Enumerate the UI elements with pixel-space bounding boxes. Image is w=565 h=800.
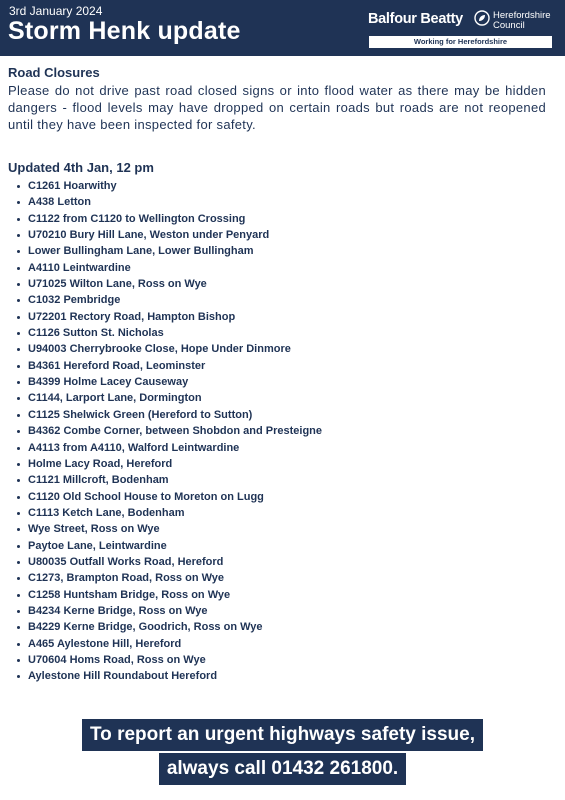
list-item: U70604 Homs Road, Ross on Wye <box>17 652 322 668</box>
herefordshire-council-logo-icon <box>474 10 490 26</box>
list-item: A4113 from A4110, Walford Leintwardine <box>17 440 322 456</box>
list-item: C1125 Shelwick Green (Hereford to Sutton) <box>17 407 322 423</box>
list-item: B4234 Kerne Bridge, Ross on Wye <box>17 603 322 619</box>
list-item: A438 Letton <box>17 194 322 210</box>
list-item: Lower Bullingham Lane, Lower Bullingham <box>17 243 322 259</box>
list-item: U70210 Bury Hill Lane, Weston under Penyard <box>17 227 322 243</box>
list-item: B4399 Holme Lacey Causeway <box>17 374 322 390</box>
list-item: U80035 Outfall Works Road, Hereford <box>17 554 322 570</box>
list-item: C1273, Brampton Road, Ross on Wye <box>17 570 322 586</box>
updated-label: Updated 4th Jan, 12 pm <box>8 160 154 175</box>
list-item: Aylestone Hill Roundabout Hereford <box>17 668 322 684</box>
list-item: C1122 from C1120 to Wellington Crossing <box>17 211 322 227</box>
list-item: C1113 Ketch Lane, Bodenham <box>17 505 322 521</box>
list-item: U72201 Rectory Road, Hampton Bishop <box>17 309 322 325</box>
list-item: C1120 Old School House to Moreton on Lugg <box>17 489 322 505</box>
list-item: Holme Lacy Road, Hereford <box>17 456 322 472</box>
header-banner <box>0 0 565 56</box>
balfour-beatty-logo: Balfour Beatty <box>368 11 463 27</box>
list-item: Paytoe Lane, Leintwardine <box>17 538 322 554</box>
list-item: C1144, Larport Lane, Dormington <box>17 390 322 406</box>
list-item: C1126 Sutton St. Nicholas <box>17 325 322 341</box>
list-item: U94003 Cherrybrooke Close, Hope Under Dinmore <box>17 341 322 357</box>
list-item: A4110 Leintwardine <box>17 260 322 276</box>
report-callout-line-2: always call 01432 261800. <box>159 753 406 785</box>
road-closure-list <box>17 178 322 685</box>
road-closures-heading: Road Closures <box>8 65 100 80</box>
road-closures-intro: Please do not drive past road closed signs or into flood water as there may be hidden dangers - flood levels may have dropped on certain roads but roads are not reopened until they have been inspected for safety. <box>8 83 546 132</box>
list-item: B4362 Combe Corner, between Shobdon and Presteigne <box>17 423 322 439</box>
working-for-banner: Working for Herefordshire <box>369 36 552 48</box>
list-item: A465 Aylestone Hill, Hereford <box>17 636 322 652</box>
list-item: B4229 Kerne Bridge, Goodrich, Ross on Wye <box>17 619 322 635</box>
list-item: U71025 Wilton Lane, Ross on Wye <box>17 276 322 292</box>
list-item: C1032 Pembridge <box>17 292 322 308</box>
list-item: C1258 Huntsham Bridge, Ross on Wye <box>17 587 322 603</box>
page-title: Storm Henk update <box>8 17 241 45</box>
list-item: Wye Street, Ross on Wye <box>17 521 322 537</box>
list-item: C1261 Hoarwithy <box>17 178 322 194</box>
list-item: C1121 Millcroft, Bodenham <box>17 472 322 488</box>
report-callout-line-1: To report an urgent highways safety issue, <box>82 719 483 751</box>
date-label: 3rd January 2024 <box>9 4 103 18</box>
council-name: Herefordshire Council <box>493 10 551 31</box>
list-item: B4361 Hereford Road, Leominster <box>17 358 322 374</box>
report-callout <box>0 719 565 787</box>
